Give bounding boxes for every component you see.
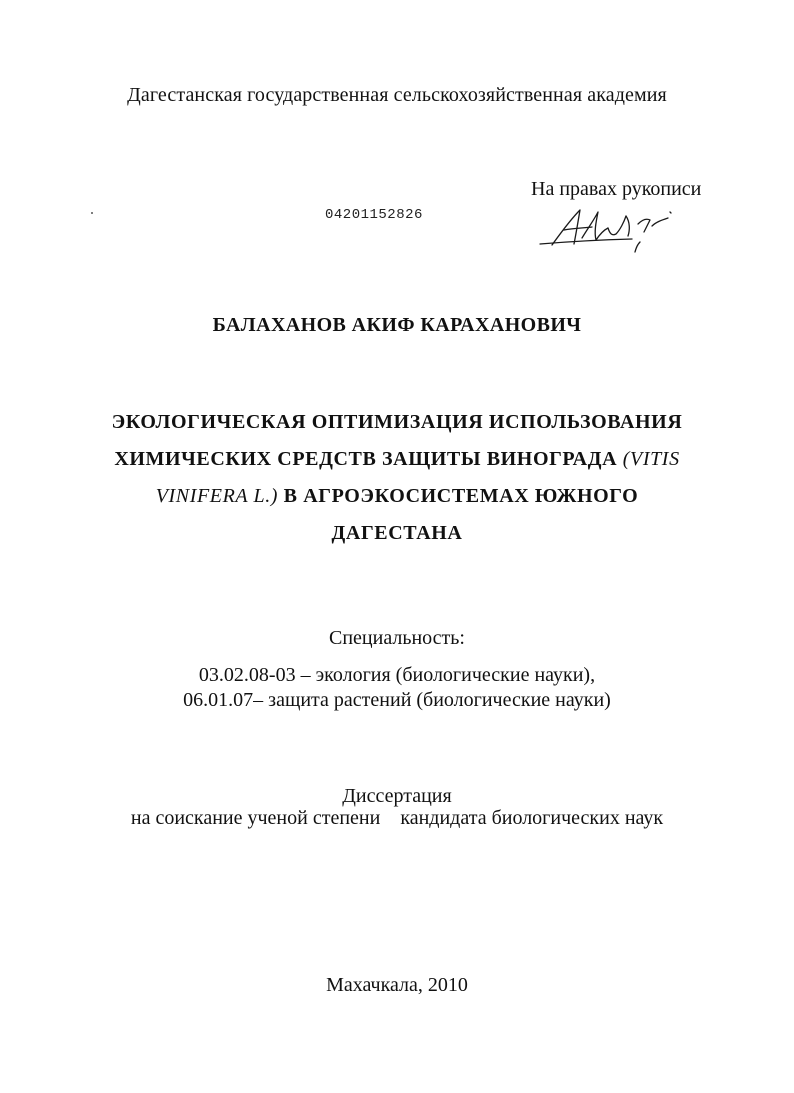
thesis-title-line-2 bbox=[0, 448, 794, 471]
thesis-title-line-3-text: В АГРОЭКОСИСТЕМАХ ЮЖНОГО bbox=[283, 485, 639, 507]
specialty-item-1: 03.02.08-03 – экология (биологические науки), bbox=[198, 664, 596, 686]
specialty-label: Специальность: bbox=[329, 627, 465, 649]
document-number: 04201152826 bbox=[325, 207, 423, 223]
dissertation-label: Диссертация bbox=[342, 785, 452, 807]
degree-line-part-2: кандидата биологических наук bbox=[400, 807, 664, 829]
city-year: Махачкала, 2010 bbox=[326, 974, 468, 996]
manuscript-rights-note: На правах рукописи bbox=[531, 178, 702, 200]
institution-name: Дагестанская государственная сельскохозяйственная академия bbox=[127, 84, 667, 106]
thesis-title-line-1: ЭКОЛОГИЧЕСКАЯ ОПТИМИЗАЦИЯ ИСПОЛЬЗОВАНИЯ bbox=[111, 411, 683, 433]
author-name: БАЛАХАНОВ АКИФ КАРАХАНОВИЧ bbox=[212, 314, 582, 336]
thesis-title-line-2-text: ХИМИЧЕСКИХ СРЕДСТВ ЗАЩИТЫ ВИНОГРАДА bbox=[114, 448, 618, 470]
signature-image bbox=[534, 198, 684, 258]
latin-name-part-2: VINIFERA L.) bbox=[155, 485, 279, 507]
thesis-title-line-4: ДАГЕСТАНА bbox=[331, 522, 463, 544]
thesis-title-line-3 bbox=[0, 485, 794, 508]
specialty-item-2: 06.01.07– защита растений (биологические науки) bbox=[183, 689, 611, 711]
degree-line-part-1: на соискание ученой степени bbox=[130, 807, 381, 829]
latin-name-part-1: (VITIS bbox=[622, 448, 680, 470]
degree-line bbox=[0, 807, 794, 830]
scan-speck bbox=[91, 212, 93, 214]
